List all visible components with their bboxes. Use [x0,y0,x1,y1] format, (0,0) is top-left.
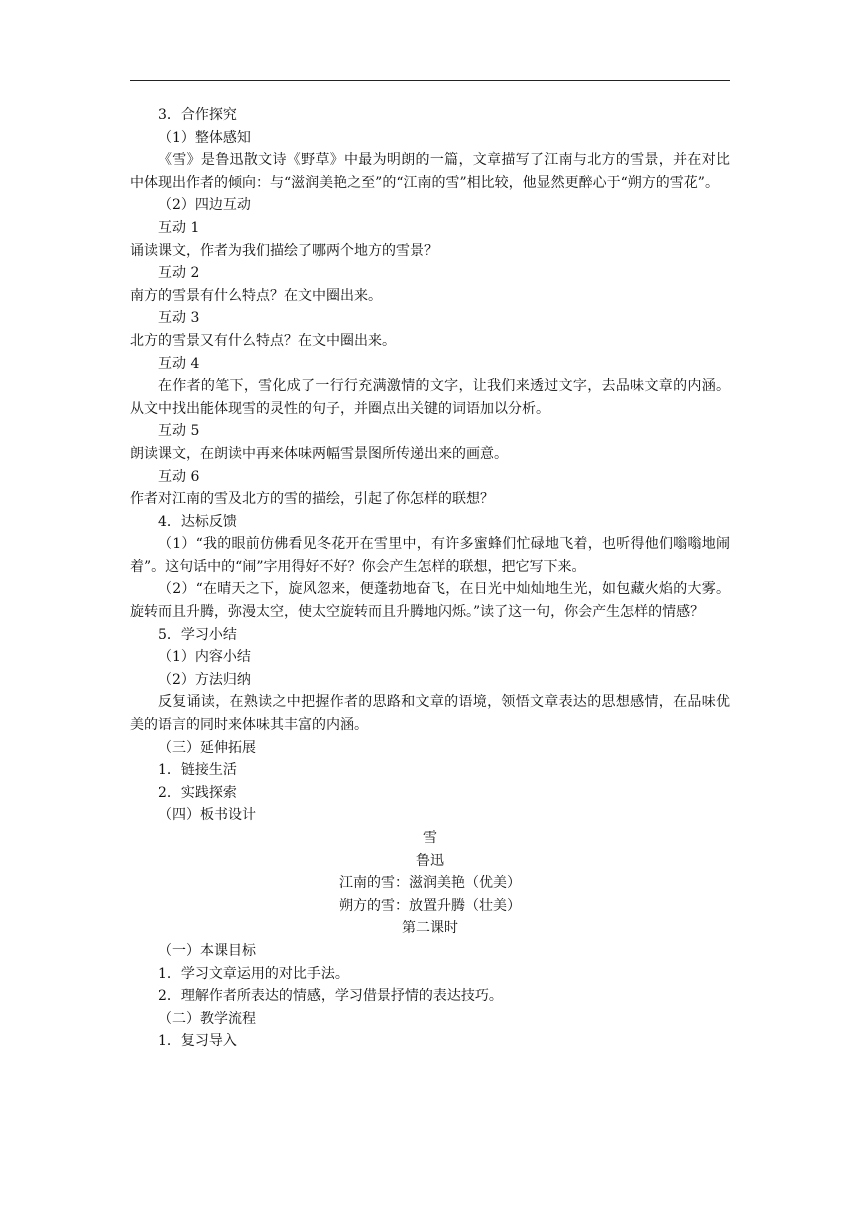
section-heading: 3．合作探究 [158,107,237,123]
paragraph: 在作者的笔下，雪化成了一行行充满激情的文字，让我们来透过文字，去品味文章的内涵。从文中找出能体现雪的灵性的句子，并圈点出关键的词语加以分析。 [130,378,730,417]
board-title: 雪 [423,830,437,846]
paragraph: 诵读课文，作者为我们描绘了哪两个地方的雪景？ [130,242,438,259]
exercise-item: （2）“在晴天之下，旋风忽来，便蓬勃地奋飞，在日光中灿灿地生光，如包藏火焰的大雾。旋转而且升腾，弥漫太空，使太空旋转而且升腾地闪烁。”读了这一句，你会产生怎样的情感？ [130,581,730,621]
document-body [130,104,730,1053]
subsection-heading: （2）方法归纳 [158,671,251,688]
paragraph: 作者对江南的雪及北方的雪的描绘，引起了你怎样的联想？ [130,491,494,508]
paragraph: 反复诵读，在熟读之中把握作者的思路和文章的语境，领悟文章表达的思想感情，在品味优美的语言的同时来体味其丰富的内涵。 [130,694,730,734]
header-rule [130,80,730,81]
section-heading: 5．学习小结 [158,626,237,643]
subsection-heading: （2）四边互动 [158,197,251,214]
paragraph: 朗读课文，在朗读中再来体味两幅雪景图所传递出来的画意。 [130,445,508,462]
board-line: 江南的雪：滋润美艳（优美） [339,875,521,892]
interaction-label: 互动 5 [158,423,200,440]
list-item: 1．链接生活 [158,762,237,779]
interaction-label: 互动 1 [158,219,200,236]
section-heading: （四）板书设计 [158,807,256,824]
list-item: 2．理解作者所表达的情感，学习借景抒情的表达技巧。 [158,988,503,1005]
interaction-label: 互动 3 [158,310,200,327]
interaction-label: 互动 2 [158,265,200,282]
board-author: 鲁迅 [416,852,444,869]
interaction-label: 互动 6 [158,468,200,485]
list-item: 2．实践探索 [158,784,237,801]
lesson-title: 第二课时 [402,920,458,937]
list-item: 1．复习导入 [158,1033,237,1050]
paragraph: 南方的雪景有什么特点？在文中圈出来。 [130,287,382,304]
section-heading: 4．达标反馈 [158,513,237,530]
paragraph: 《雪》是鲁迅散文诗《野草》中最为明朗的一篇，文章描写了江南与北方的雪景，并在对比中体现出作者的倾向：与“滋润美艳之至”的“江南的雪”相比较，他显然更醉心于“朔方的雪花”。 [130,152,730,191]
section-heading: （三）延伸拓展 [158,739,256,756]
interaction-label: 互动 4 [158,355,200,372]
subsection-heading: （1）整体感知 [158,129,251,146]
paragraph: 北方的雪景又有什么特点？在文中圈出来。 [130,332,396,349]
board-line: 朔方的雪：放置升腾（壮美） [339,897,521,914]
subsection-heading: （1）内容小结 [158,649,251,666]
section-heading: （一）本课目标 [158,942,256,959]
section-heading: （二）教学流程 [158,1010,256,1027]
exercise-item: （1）“我的眼前仿佛看见冬花开在雪里中，有许多蜜蜂们忙碌地飞着，也听得他们嗡嗡地闹着”。这句话中的“闹”字用得好不好？你会产生怎样的联想，把它写下来。 [130,536,730,575]
list-item: 1．学习文章运用的对比手法。 [158,965,349,982]
